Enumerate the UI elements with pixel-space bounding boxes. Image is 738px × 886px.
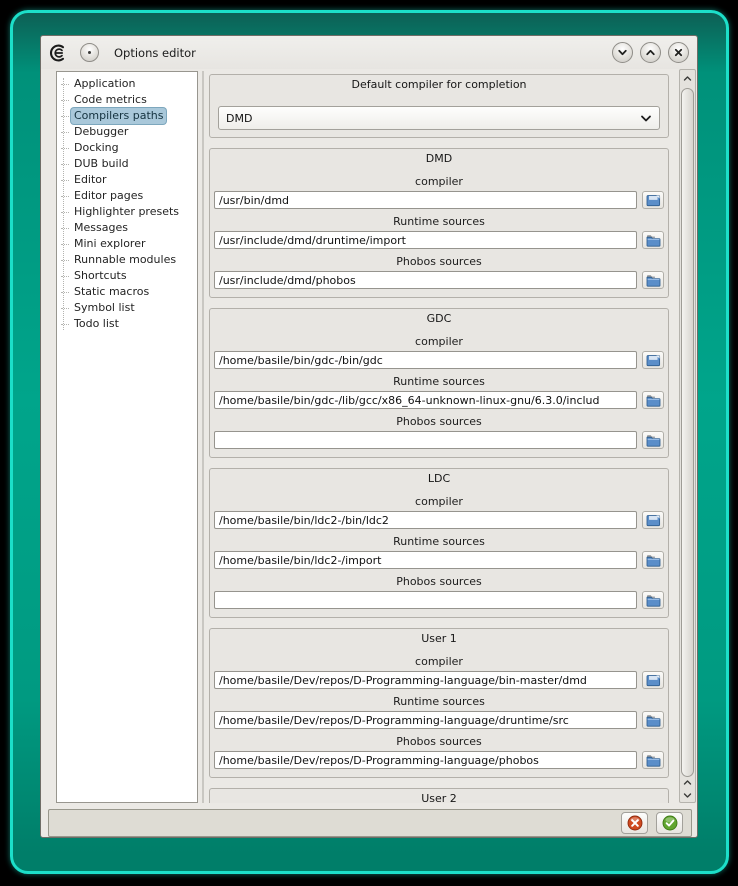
browse-folder-button[interactable] xyxy=(642,591,664,609)
field-label: compiler xyxy=(415,655,463,668)
folder-icon xyxy=(646,274,661,287)
compiler-group-user2 xyxy=(209,788,669,803)
compilers-paths-panel xyxy=(206,69,676,803)
group-title: User 2 xyxy=(421,792,457,803)
field-label: compiler xyxy=(415,335,463,348)
sidebar-item-compilers-paths[interactable]: Compilers paths xyxy=(71,108,166,124)
browse-folder-button[interactable] xyxy=(642,551,664,569)
chevron-down-icon xyxy=(683,792,692,799)
check-icon xyxy=(662,815,678,831)
user1-runtime-sources-input[interactable] xyxy=(214,711,637,729)
sidebar-item-docking[interactable]: Docking xyxy=(71,140,122,156)
vertical-scrollbar[interactable] xyxy=(679,69,696,803)
gdc-runtime-sources-input[interactable] xyxy=(214,391,637,409)
dot-icon xyxy=(88,51,91,54)
scroll-up-button-bottom[interactable] xyxy=(680,775,695,789)
browse-folder-button[interactable] xyxy=(642,711,664,729)
default-compiler-group xyxy=(209,74,669,138)
accept-button[interactable] xyxy=(656,812,683,834)
dmd-compiler-input[interactable] xyxy=(214,191,637,209)
sidebar-item-static-macros[interactable]: Static macros xyxy=(71,284,152,300)
compiler-group-ldc xyxy=(209,468,669,618)
browse-file-button[interactable] xyxy=(642,511,664,529)
sidebar-item-todo-list[interactable]: Todo list xyxy=(71,316,122,332)
browse-folder-button[interactable] xyxy=(642,391,664,409)
open-file-icon xyxy=(646,354,661,367)
minimize-button[interactable] xyxy=(612,42,633,63)
panel-splitter[interactable] xyxy=(202,71,204,803)
sidebar-item-code-metrics[interactable]: Code metrics xyxy=(71,92,150,108)
field-label: Runtime sources xyxy=(393,215,485,228)
open-file-icon xyxy=(646,674,661,687)
browse-file-button[interactable] xyxy=(642,351,664,369)
close-button[interactable] xyxy=(668,42,689,63)
dmd-phobos-sources-input[interactable] xyxy=(214,271,637,289)
categories-tree xyxy=(56,71,198,803)
group-title: GDC xyxy=(426,312,452,325)
sidebar-item-editor-pages[interactable]: Editor pages xyxy=(71,188,146,204)
window-title: Options editor xyxy=(114,45,196,60)
options-editor-window xyxy=(10,10,729,874)
field-label: Phobos sources xyxy=(396,735,482,748)
browse-folder-button[interactable] xyxy=(642,431,664,449)
group-title: Default compiler for completion xyxy=(351,78,527,91)
folder-icon xyxy=(646,394,661,407)
folder-icon xyxy=(646,754,661,767)
scroll-up-button[interactable] xyxy=(680,71,695,85)
sidebar-item-mini-explorer[interactable]: Mini explorer xyxy=(71,236,149,252)
browse-folder-button[interactable] xyxy=(642,751,664,769)
folder-icon xyxy=(646,234,661,247)
group-title: User 1 xyxy=(421,632,457,645)
folder-icon xyxy=(646,434,661,447)
ldc-compiler-input[interactable] xyxy=(214,511,637,529)
sidebar-item-debugger[interactable]: Debugger xyxy=(71,124,131,140)
folder-icon xyxy=(646,554,661,567)
sidebar-item-dub-build[interactable]: DUB build xyxy=(71,156,132,172)
cancel-button[interactable] xyxy=(621,812,648,834)
cancel-x-icon xyxy=(627,815,643,831)
window-menu-button[interactable] xyxy=(80,43,99,62)
close-icon xyxy=(673,47,684,58)
sidebar-item-runnable-modules[interactable]: Runnable modules xyxy=(71,252,179,268)
chevron-up-icon xyxy=(683,779,692,786)
sidebar-item-shortcuts[interactable]: Shortcuts xyxy=(71,268,130,284)
field-label: Phobos sources xyxy=(396,575,482,588)
gdc-compiler-input[interactable] xyxy=(214,351,637,369)
browse-folder-button[interactable] xyxy=(642,271,664,289)
window-inner xyxy=(40,35,698,838)
sidebar-item-messages[interactable]: Messages xyxy=(71,220,131,236)
field-label: Runtime sources xyxy=(393,535,485,548)
sidebar-item-application[interactable]: Application xyxy=(71,76,138,92)
compiler-group-user1 xyxy=(209,628,669,778)
chevron-up-icon xyxy=(683,75,692,82)
folder-icon xyxy=(646,594,661,607)
scroll-down-button[interactable] xyxy=(680,788,695,802)
folder-icon xyxy=(646,714,661,727)
open-file-icon xyxy=(646,514,661,527)
sidebar-item-editor[interactable]: Editor xyxy=(71,172,110,188)
browse-file-button[interactable] xyxy=(642,191,664,209)
field-label: Phobos sources xyxy=(396,415,482,428)
sidebar-item-symbol-list[interactable]: Symbol list xyxy=(71,300,138,316)
sidebar-item-highlighter-presets[interactable]: Highlighter presets xyxy=(71,204,182,220)
chevron-down-icon xyxy=(617,47,628,58)
gdc-phobos-sources-input[interactable] xyxy=(214,431,637,449)
window-controls xyxy=(612,42,689,63)
field-label: Runtime sources xyxy=(393,375,485,388)
scrollbar-thumb[interactable] xyxy=(681,88,694,777)
group-title: LDC xyxy=(427,472,451,485)
combo-value: DMD xyxy=(226,111,253,125)
chevron-up-icon xyxy=(645,47,656,58)
shade-button[interactable] xyxy=(640,42,661,63)
dmd-runtime-sources-input[interactable] xyxy=(214,231,637,249)
user1-compiler-input[interactable] xyxy=(214,671,637,689)
browse-file-button[interactable] xyxy=(642,671,664,689)
field-label: Runtime sources xyxy=(393,695,485,708)
browse-folder-button[interactable] xyxy=(642,231,664,249)
open-file-icon xyxy=(646,194,661,207)
chevron-down-icon xyxy=(640,114,652,123)
user1-phobos-sources-input[interactable] xyxy=(214,751,637,769)
dialog-button-bar xyxy=(48,809,692,837)
title-bar[interactable] xyxy=(41,36,697,69)
default-compiler-select[interactable] xyxy=(218,106,660,130)
field-label: compiler xyxy=(415,175,463,188)
group-title: DMD xyxy=(425,152,453,165)
ldc-runtime-sources-input[interactable] xyxy=(214,551,637,569)
app-logo-icon xyxy=(49,44,67,62)
field-label: Phobos sources xyxy=(396,255,482,268)
compiler-group-gdc xyxy=(209,308,669,458)
field-label: compiler xyxy=(415,495,463,508)
compiler-group-dmd xyxy=(209,148,669,298)
ldc-phobos-sources-input[interactable] xyxy=(214,591,637,609)
